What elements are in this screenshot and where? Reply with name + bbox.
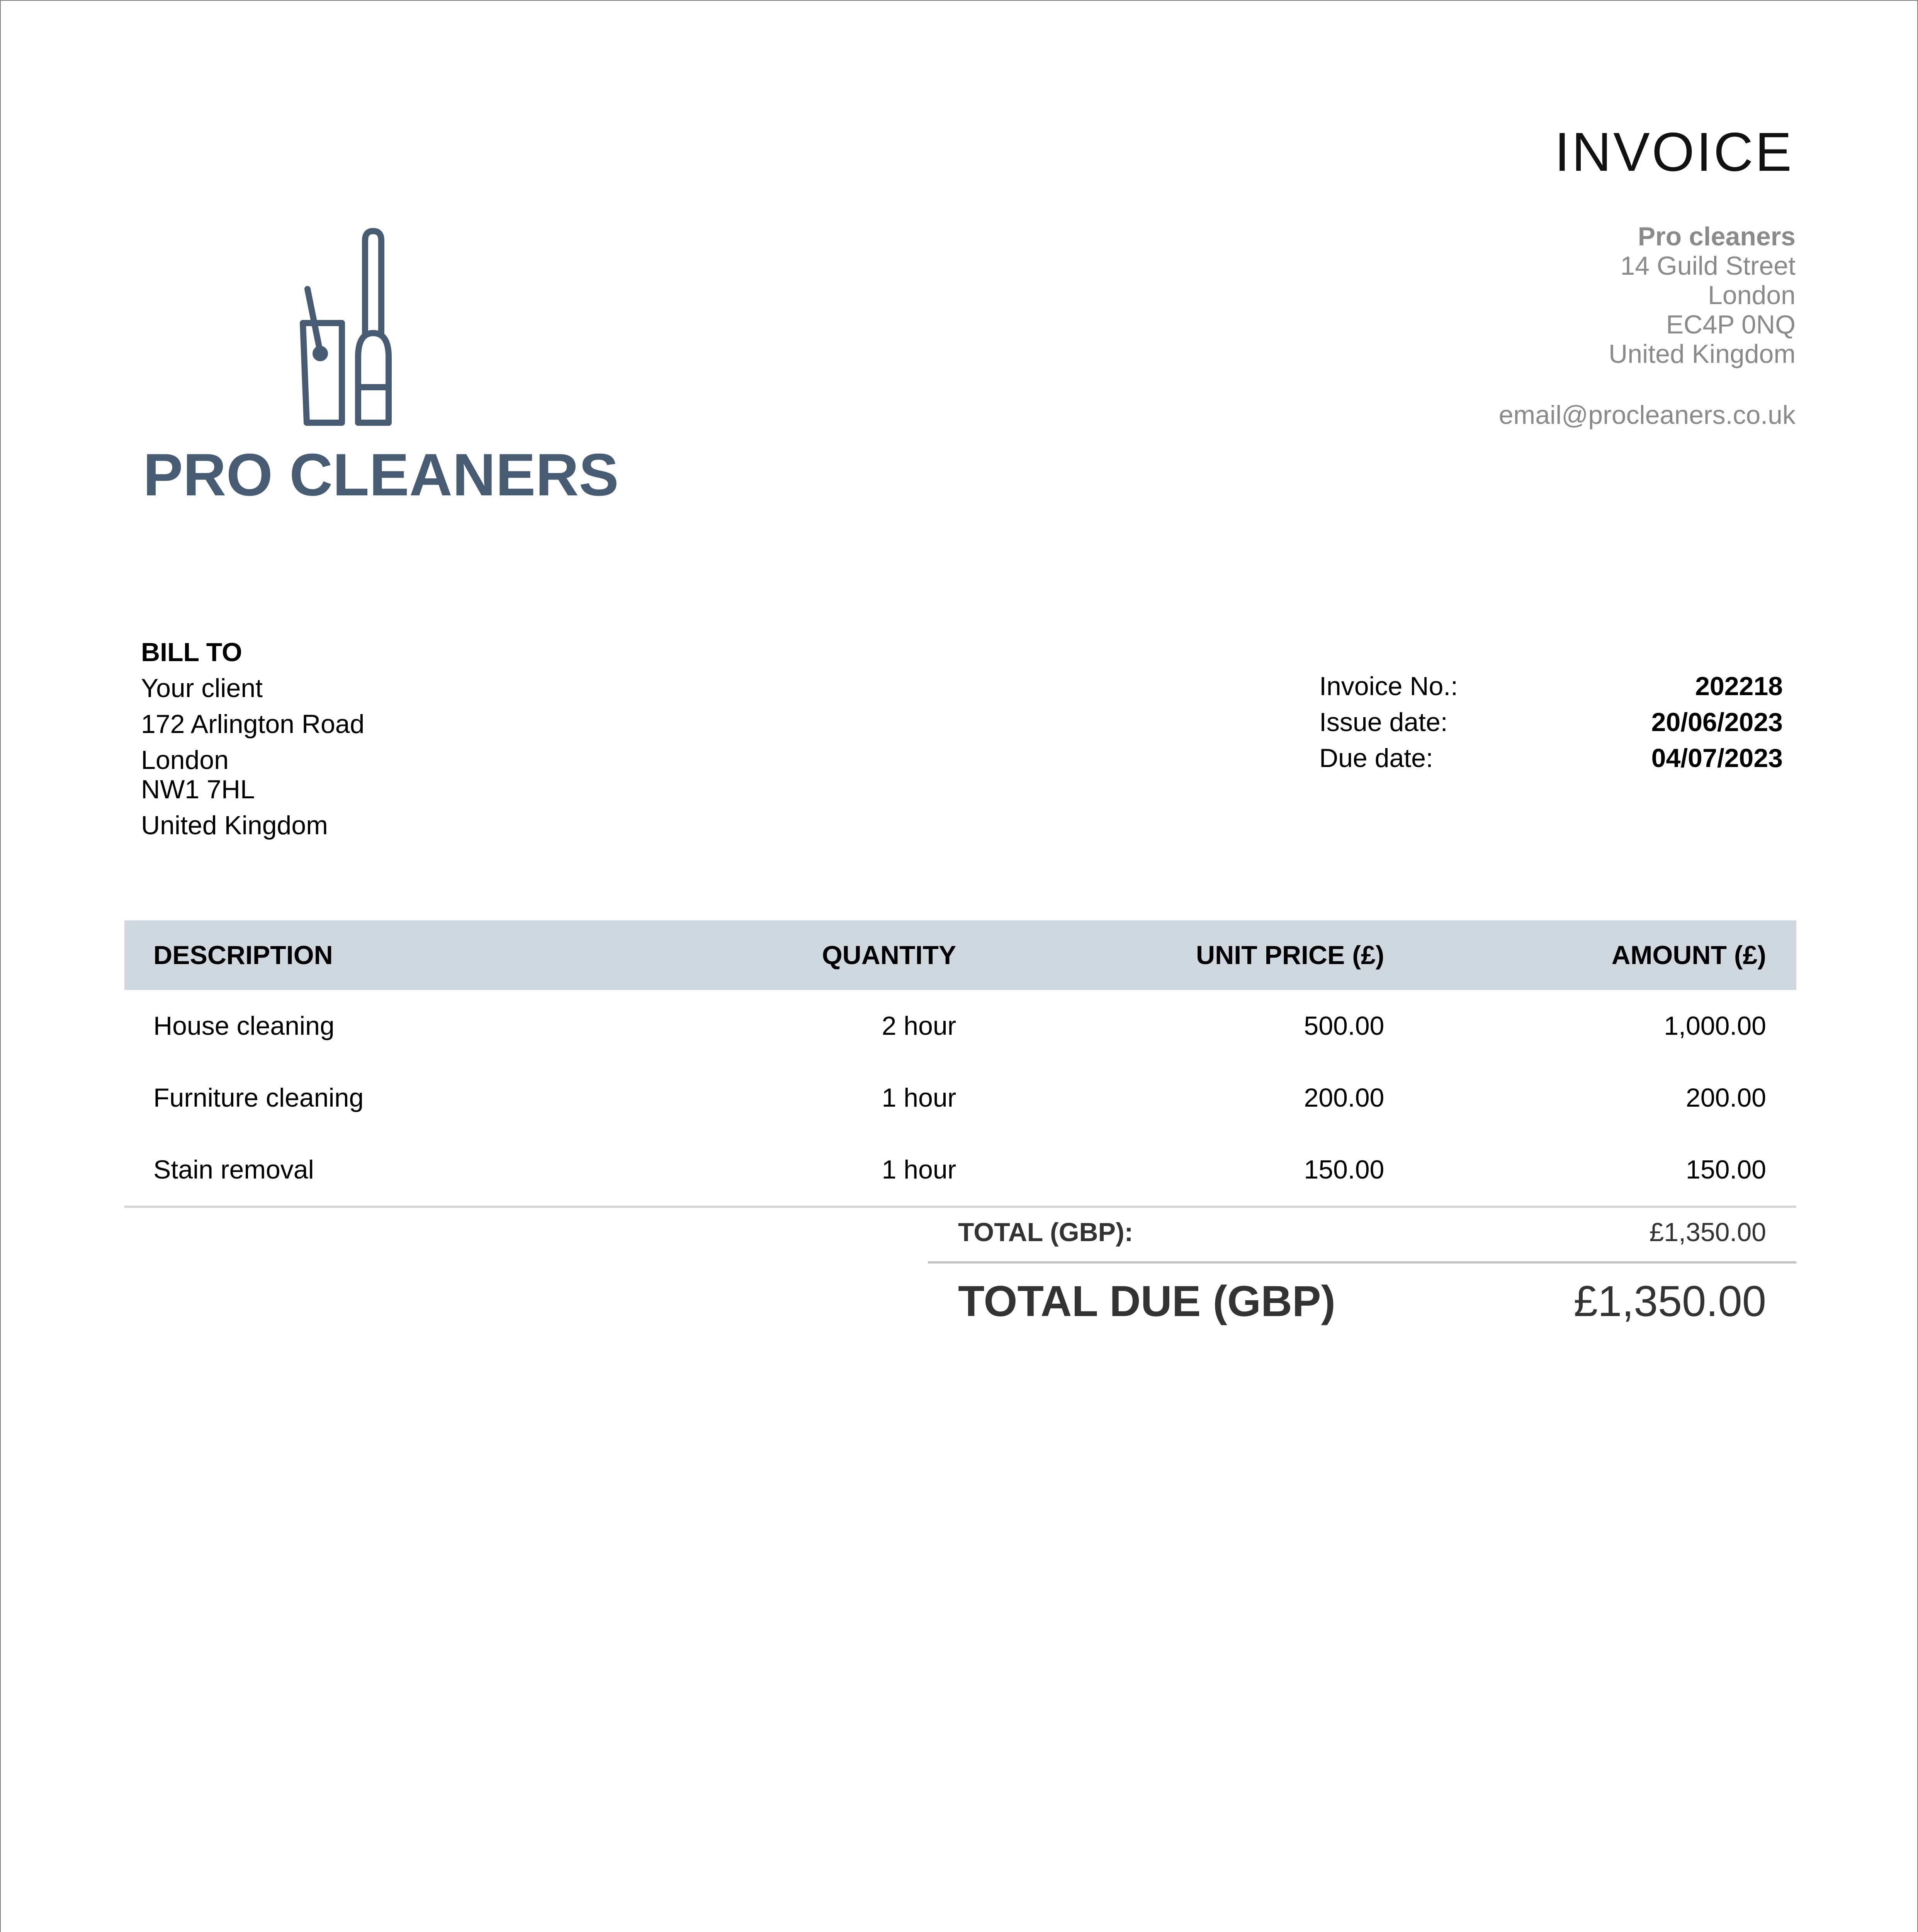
- company-street: 14 Guild Street: [1620, 251, 1796, 281]
- total-due-row: [928, 1264, 1796, 1339]
- total-value: £1,350.00: [1649, 1218, 1766, 1247]
- item-amount: 150.00: [1414, 1134, 1796, 1207]
- table-row: [124, 1134, 1796, 1207]
- company-name: Pro cleaners: [1638, 222, 1796, 251]
- client-street: 172 Arlington Road: [141, 709, 365, 739]
- line-items-table: [124, 920, 1796, 1208]
- company-logo: [124, 194, 642, 596]
- invoice-number: 202218: [1695, 671, 1783, 701]
- client-name: Your client: [141, 673, 263, 703]
- issue-date: 20/06/2023: [1651, 707, 1783, 737]
- item-amount: 200.00: [1686, 1083, 1766, 1112]
- bill-to-heading: BILL TO: [141, 638, 242, 667]
- meta-label: Due date:: [1319, 743, 1433, 773]
- item-quantity: 1 hour: [708, 1134, 986, 1207]
- company-postcode: EC4P 0NQ: [1666, 310, 1796, 339]
- invoice-meta: [1319, 668, 1783, 776]
- item-quantity: 2 hour: [882, 1011, 956, 1041]
- meta-row-invoice-no: [1319, 668, 1783, 704]
- item-description: Furniture cleaning: [153, 1083, 364, 1112]
- item-quantity: 1 hour: [882, 1083, 956, 1112]
- col-header-unit-price: UNIT PRICE (£): [986, 920, 1414, 990]
- meta-row-issue-date: [1319, 704, 1783, 740]
- col-header-description: DESCRIPTION: [124, 920, 708, 990]
- totals-block: [928, 1203, 1796, 1339]
- meta-row-due-date: [1319, 740, 1783, 776]
- meta-label: Issue date:: [1319, 707, 1448, 737]
- meta-label: Invoice No.:: [1319, 671, 1458, 701]
- company-country: United Kingdom: [1609, 339, 1796, 369]
- client-city: London: [141, 745, 229, 775]
- total-label: TOTAL (GBP):: [958, 1218, 1133, 1247]
- bill-to-block: [141, 634, 364, 844]
- item-unit-price: 150.00: [986, 1134, 1414, 1207]
- logo-text: PRO CLEANERS: [143, 441, 619, 508]
- client-postcode: NW1 7HL: [141, 775, 255, 804]
- company-email[interactable]: email@procleaners.co.uk: [1498, 400, 1796, 430]
- item-description: Stain removal: [124, 1134, 708, 1207]
- col-header-quantity: QUANTITY: [708, 920, 986, 990]
- item-amount: 1,000.00: [1664, 1011, 1766, 1041]
- total-row: [928, 1203, 1796, 1264]
- client-country: United Kingdom: [141, 811, 328, 840]
- item-unit-price: 500.00: [1304, 1011, 1385, 1041]
- invoice-title: INVOICE: [1554, 121, 1794, 183]
- company-city: London: [1708, 281, 1796, 310]
- total-due-label: TOTAL DUE (GBP): [958, 1277, 1335, 1325]
- table-row: [124, 990, 1796, 1062]
- table-header-row: [124, 920, 1796, 990]
- table-row: [124, 1062, 1796, 1134]
- item-description: House cleaning: [153, 1011, 335, 1041]
- total-due-value: £1,350.00: [1573, 1277, 1766, 1325]
- item-unit-price: 200.00: [1304, 1083, 1385, 1112]
- col-header-amount: AMOUNT (£): [1414, 920, 1796, 990]
- company-address-block: [1609, 222, 1796, 369]
- due-date: 04/07/2023: [1651, 743, 1783, 773]
